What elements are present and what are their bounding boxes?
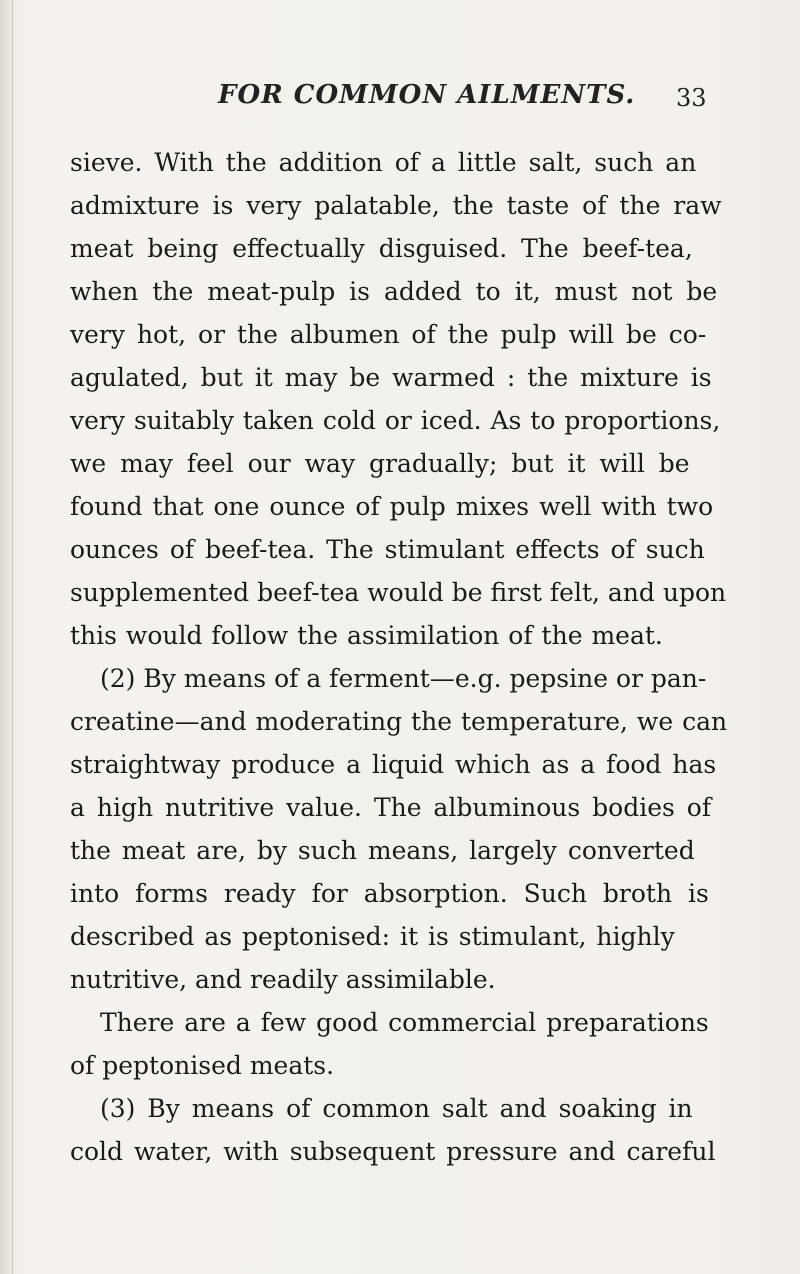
text-line: very suitably taken cold or iced. As to proportions, bbox=[70, 406, 721, 435]
text-line: very hot, or the albumen of the pulp will be co- bbox=[70, 320, 707, 349]
text-line: when the meat-pulp is added to it, must not be bbox=[70, 277, 718, 306]
page-spine-edge bbox=[0, 0, 13, 1274]
text-line: creatine—and moderating the temperature, we can bbox=[70, 707, 728, 736]
text-line: ounces of beef-tea. The stimulant effects of such bbox=[70, 535, 705, 564]
text-line: this would follow the assimilation of the meat. bbox=[70, 621, 663, 650]
text-line: sieve. With the addition of a little salt, such an bbox=[70, 148, 697, 177]
text-line: straightway produce a liquid which as a food has bbox=[70, 750, 717, 779]
text-line: we may feel our way gradually; but it will be bbox=[70, 449, 690, 478]
text-line: (2) By means of a ferment—e.g. pepsine or pan- bbox=[100, 664, 707, 693]
text-line: described as peptonised: it is stimulant, highly bbox=[70, 922, 675, 951]
text-line: meat being effectually disguised. The beef-tea, bbox=[70, 234, 693, 263]
text-line: nutritive, and readily assimilable. bbox=[70, 965, 496, 994]
text-line: of peptonised meats. bbox=[70, 1051, 335, 1080]
text-line: into forms ready for absorption. Such broth is bbox=[70, 879, 709, 908]
text-line: supplemented beef-tea would be first felt, and upon bbox=[70, 578, 727, 607]
text-line: (3) By means of common salt and soaking in bbox=[100, 1094, 693, 1123]
running-title: FOR COMMON AILMENTS. bbox=[218, 80, 636, 110]
text-line: admixture is very palatable, the taste of the raw bbox=[70, 191, 722, 220]
text-line: There are a few good commercial preparations bbox=[100, 1008, 709, 1037]
text-line: agulated, but it may be warmed : the mixture is bbox=[70, 363, 712, 392]
text-line: cold water, with subsequent pressure and careful bbox=[70, 1137, 716, 1166]
text-line: the meat are, by such means, largely converted bbox=[70, 836, 695, 865]
page-header bbox=[0, 80, 800, 120]
page-number: 33 bbox=[676, 84, 707, 112]
text-line: a high nutritive value. The albuminous bodies of bbox=[70, 793, 712, 822]
text-line: found that one ounce of pulp mixes well with two bbox=[70, 492, 714, 521]
